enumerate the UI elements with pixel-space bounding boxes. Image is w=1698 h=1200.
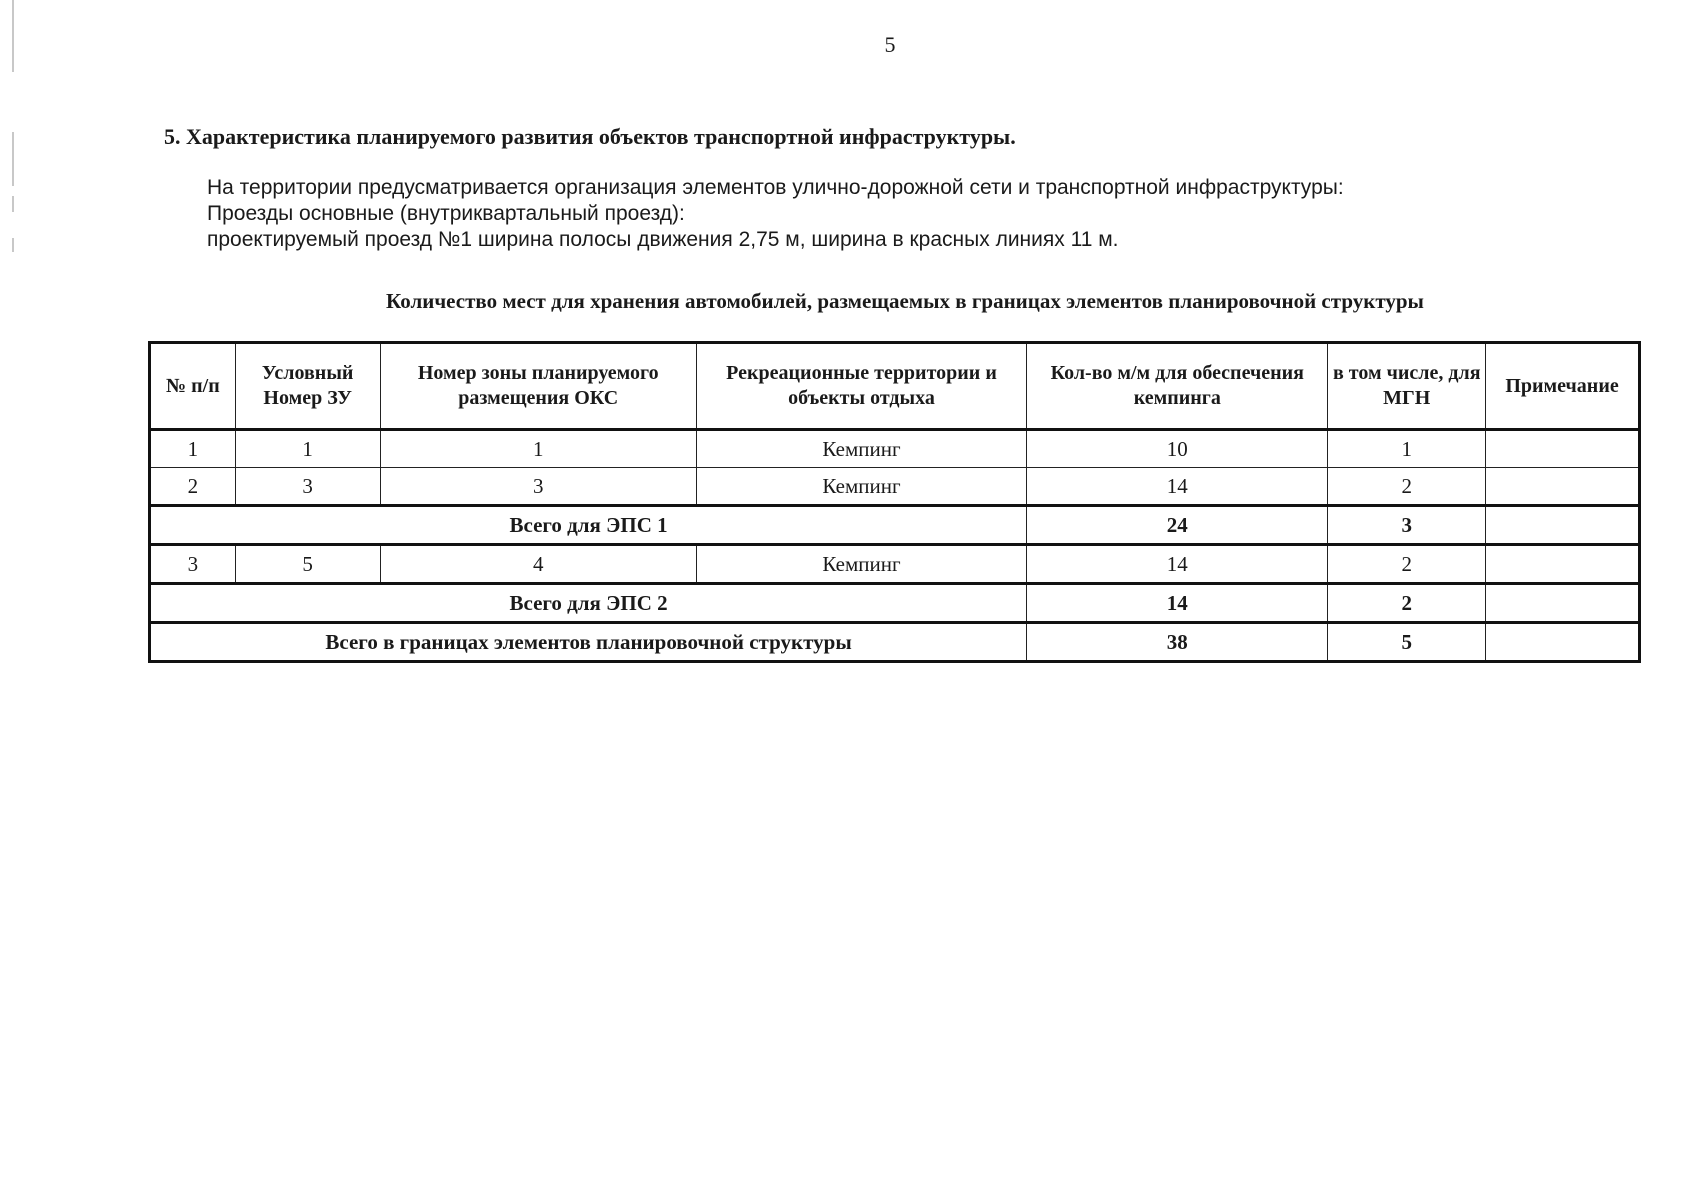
header-cell-zu: Условный Номер ЗУ [235, 343, 380, 430]
subtotal-row [150, 506, 1640, 545]
cell-count: 14 [1027, 468, 1328, 506]
cell-note [1486, 468, 1640, 506]
intro-paragraph: На территории предусматривается организация элементов улично-дорожной сети и транспортной инфраструктуры: [207, 176, 1344, 199]
cell-note [1486, 506, 1640, 545]
cell-note [1486, 430, 1640, 468]
subtotal-row [150, 584, 1640, 623]
scan-edge-mark [12, 196, 14, 212]
section-heading: 5. Характеристика планируемого развития объектов транспортной инфраструктуры. [164, 124, 1016, 149]
cell-mgn: 2 [1328, 584, 1486, 623]
intro-paragraph: Проезды основные (внутриквартальный проезд): [207, 202, 685, 225]
cell-count: 24 [1027, 506, 1328, 545]
cell-note [1486, 545, 1640, 584]
intro-paragraph: проектируемый проезд №1 ширина полосы движения 2,75 м, ширина в красных линиях 11 м. [207, 228, 1119, 251]
cell-num: 1 [150, 430, 236, 468]
table-row [150, 468, 1640, 506]
cell-mgn: 5 [1328, 623, 1486, 662]
cell-count: 14 [1027, 545, 1328, 584]
header-cell-mgn: в том числе, для МГН [1328, 343, 1486, 430]
table-header-row [150, 343, 1640, 430]
header-cell-note: Примечание [1486, 343, 1640, 430]
cell-mgn: 2 [1328, 545, 1486, 584]
cell-zu: 1 [235, 430, 380, 468]
cell-mgn: 2 [1328, 468, 1486, 506]
subtotal-label: Всего для ЭПС 2 [150, 584, 1027, 623]
grand-total-row [150, 623, 1640, 662]
cell-zone: 1 [380, 430, 696, 468]
cell-zu: 5 [235, 545, 380, 584]
cell-territory: Кемпинг [696, 468, 1026, 506]
header-cell-territory: Рекреационные территории и объекты отдыха [696, 343, 1026, 430]
cell-zu: 3 [235, 468, 380, 506]
cell-zone: 4 [380, 545, 696, 584]
header-cell-count: Кол-во м/м для обеспечения кемпинга [1027, 343, 1328, 430]
cell-count: 10 [1027, 430, 1328, 468]
cell-num: 2 [150, 468, 236, 506]
cell-num: 3 [150, 545, 236, 584]
grand-total-label: Всего в границах элементов планировочной структуры [150, 623, 1027, 662]
cell-territory: Кемпинг [696, 430, 1026, 468]
cell-zone: 3 [380, 468, 696, 506]
scan-edge-mark [12, 238, 14, 252]
table-row [150, 430, 1640, 468]
cell-note [1486, 623, 1640, 662]
table-title: Количество мест для хранения автомобилей, размещаемых в границах элементов планировочной структуры [386, 289, 1424, 313]
cell-mgn: 3 [1328, 506, 1486, 545]
scan-edge-mark [12, 132, 14, 186]
cell-mgn: 1 [1328, 430, 1486, 468]
page-number: 5 [884, 32, 896, 57]
header-cell-num: № п/п [150, 343, 236, 430]
parking-table [148, 341, 1641, 663]
subtotal-label: Всего для ЭПС 1 [150, 506, 1027, 545]
table-row [150, 545, 1640, 584]
header-cell-zone: Номер зоны планируемого размещения ОКС [380, 343, 696, 430]
cell-count: 38 [1027, 623, 1328, 662]
cell-territory: Кемпинг [696, 545, 1026, 584]
cell-note [1486, 584, 1640, 623]
intro-text [207, 175, 1344, 253]
cell-count: 14 [1027, 584, 1328, 623]
